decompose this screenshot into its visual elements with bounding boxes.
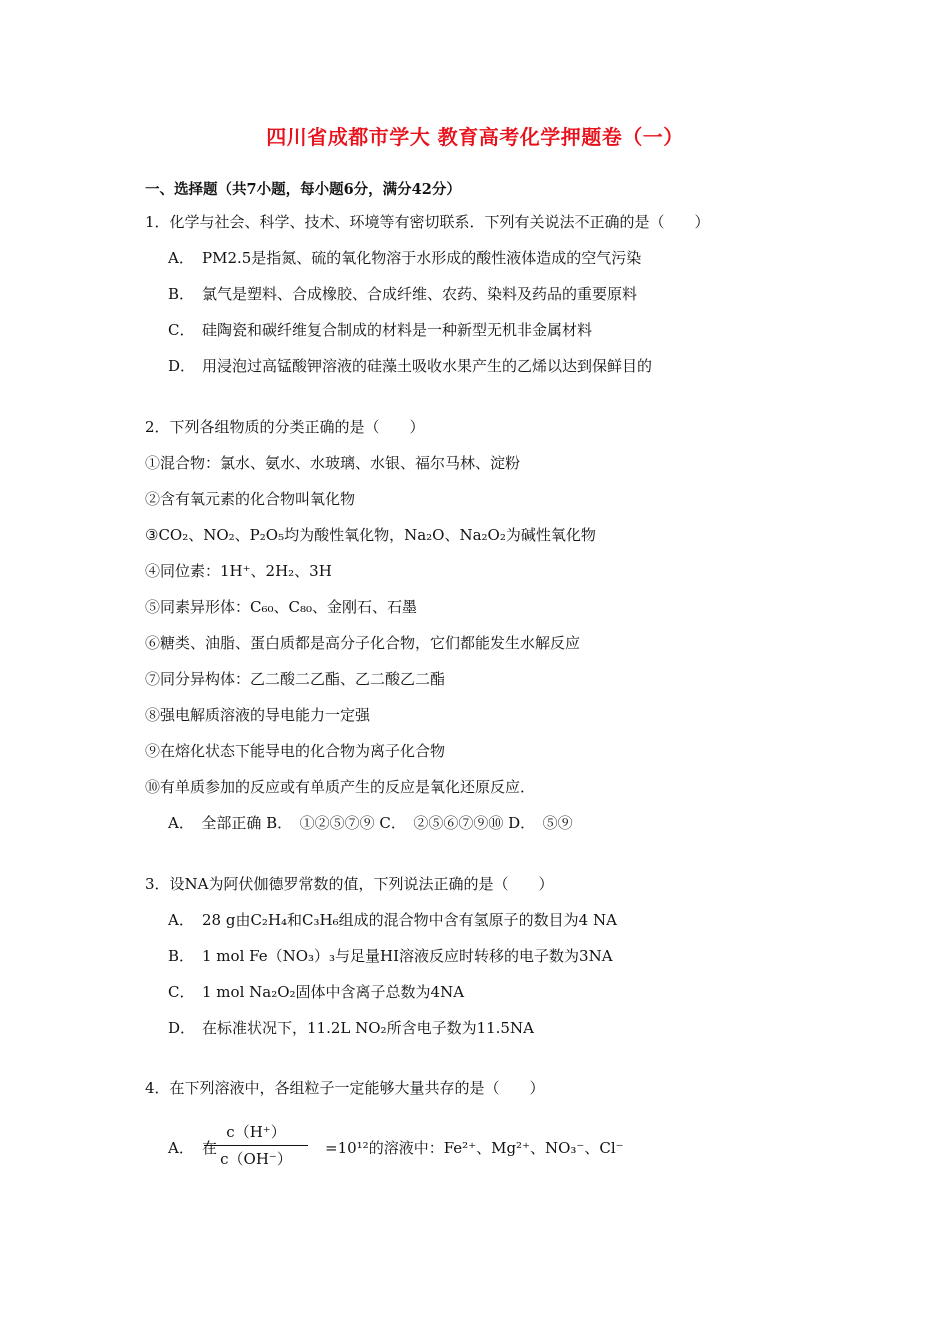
option-text: 硅陶瓷和碳纤维复合制成的材料是一种新型无机非金属材料 (202, 321, 593, 339)
option-label: B． (168, 947, 195, 965)
question-1-stem: 1．化学与社会、科学、技术、环境等有密切联系．下列有关说法不正确的是（ ） (145, 213, 710, 231)
question-3-option-a (168, 910, 617, 930)
option-prefix: 在 (202, 1139, 218, 1157)
option-text: 氯气是塑料、合成橡胶、合成纤维、农药、染料及药品的重要原料 (202, 285, 638, 303)
option-text: 1 mol Na₂O₂固体中含离子总数为4NA (202, 983, 465, 1001)
question-2-options: A． 全部正确 B． ①②⑤⑦⑨ C． ②⑤⑥⑦⑨⑩ D． ⑤⑨ (168, 814, 573, 832)
ratio-fraction (204, 1121, 308, 1170)
question-1-option-b (168, 284, 637, 304)
question-2-item-10: ⑩有单质参加的反应或有单质产生的反应是氧化还原反应． (145, 778, 536, 796)
option-text: 1 mol Fe（NO₃）₃与足量HI溶液反应时转移的电子数为3NA (202, 947, 613, 965)
question-3-option-c (168, 982, 464, 1002)
fraction-bar (204, 1145, 308, 1146)
question-1-option-c (168, 320, 592, 340)
option-label: D． (168, 1019, 196, 1037)
option-text: 在标准状况下，11.2L NO₂所含电子数为11.5NA (202, 1019, 534, 1037)
question-3-option-d (168, 1018, 534, 1038)
option-label: C． (168, 321, 195, 339)
question-1-option-a (168, 248, 641, 268)
option-label: A． (168, 249, 194, 267)
option-label: B． (168, 285, 195, 303)
question-2-item-5: ⑤同素异形体：C₆₀、C₈₀、金刚石、石墨 (145, 598, 418, 616)
question-2-item-6: ⑥糖类、油脂、蛋白质都是高分子化合物，它们都能发生水解反应 (145, 634, 581, 652)
option-label: A． (168, 911, 194, 929)
question-2-item-8: ⑧强电解质溶液的导电能力一定强 (145, 706, 371, 724)
question-2-item-1: ①混合物：氯水、氨水、水玻璃、水银、福尔马林、淀粉 (145, 454, 521, 472)
option-text: PM2.5是指氮、硫的氧化物溶于水形成的酸性液体造成的空气污染 (202, 249, 642, 267)
question-2-item-9: ⑨在熔化状态下能导电的化合物为离子化合物 (145, 742, 446, 760)
option-text: 28 g由C₂H₄和C₃H₆组成的混合物中含有氢原子的数目为4 NA (202, 911, 617, 929)
option-label: D． (168, 357, 196, 375)
option-suffix: =10¹²的溶液中：Fe²⁺、Mg²⁺、NO₃⁻、Cl⁻ (325, 1139, 624, 1157)
question-2-item-2: ②含有氧元素的化合物叫氧化物 (145, 490, 356, 508)
section-heading: 一、选择题（共7小题，每小题6分，满分42分） (145, 181, 461, 198)
question-2-item-4: ④同位素：1H⁺、2H₂、3H (145, 562, 332, 580)
question-1-option-d (168, 356, 652, 376)
question-4-stem: 4．在下列溶液中，各组粒子一定能够大量共存的是（ ） (145, 1079, 545, 1097)
question-2-stem: 2．下列各组物质的分类正确的是（ ） (145, 418, 425, 436)
fraction-numerator: c（H⁺） (226, 1123, 286, 1141)
question-2-item-3: ③CO₂、NO₂、P₂O₅均为酸性氧化物，Na₂O、Na₂O₂为碱性氧化物 (145, 526, 596, 544)
option-label: C． (168, 983, 195, 1001)
option-label: A． (168, 1139, 194, 1157)
option-text: 用浸泡过高锰酸钾溶液的硅藻土吸收水果产生的乙烯以达到保鲜目的 (202, 357, 653, 375)
fraction-denominator: c（OH⁻） (220, 1150, 292, 1168)
question-3-option-b (168, 946, 613, 966)
page-title: 四川省成都市学大 教育高考化学押题卷（一） (266, 125, 684, 149)
question-2-item-7: ⑦同分异构体：乙二酸二乙酯、乙二酸乙二酯 (145, 670, 446, 688)
question-3-stem: 3．设NA为阿伏伽德罗常数的值，下列说法正确的是（ ） (145, 875, 554, 893)
